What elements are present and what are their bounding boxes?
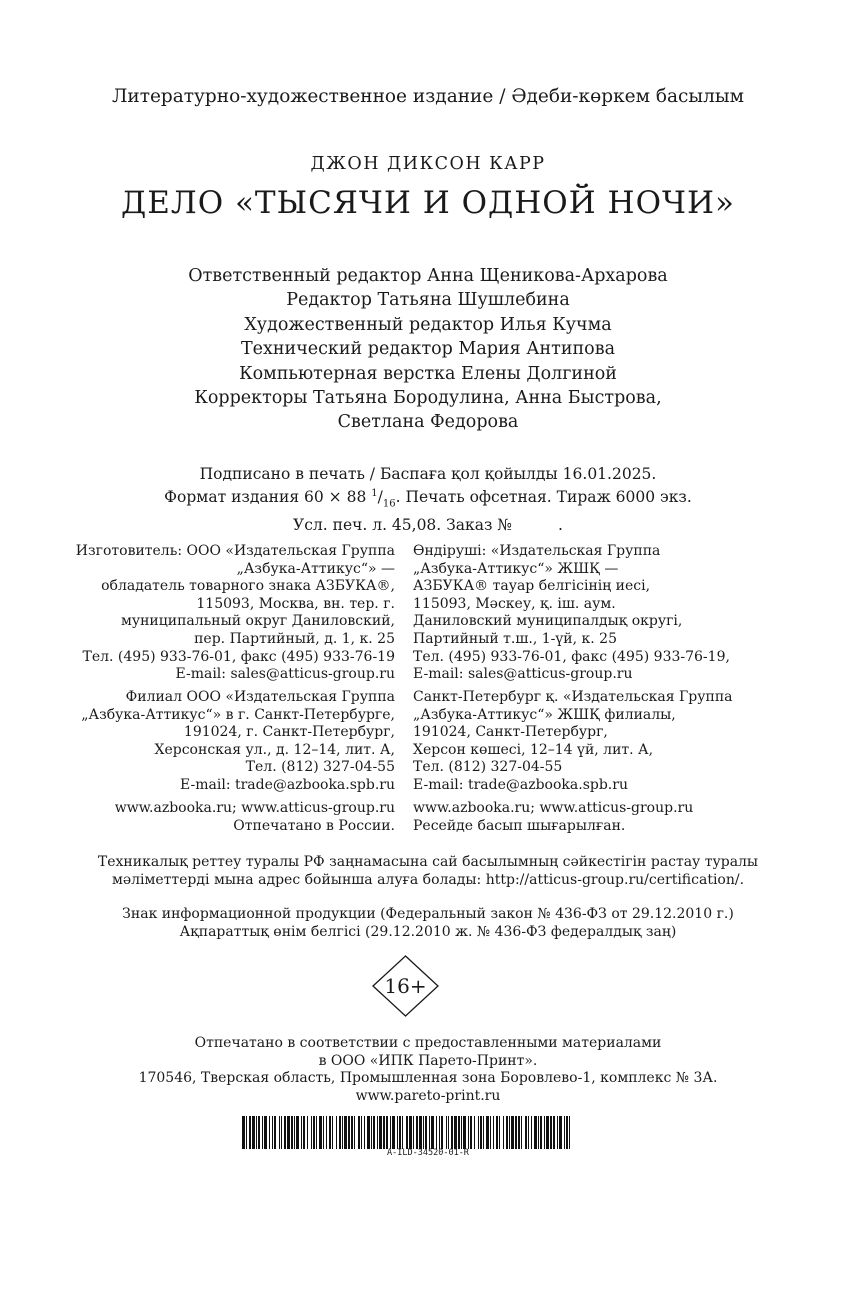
- barcode-bar: [413, 1116, 414, 1149]
- barcode-bar: [281, 1116, 282, 1149]
- barcode-bar: [496, 1116, 498, 1149]
- branch-kz-line: 191024, Санкт-Петербург,: [413, 724, 608, 741]
- printer-line: 170546, Тверская область, Промышленная зона Боровлево-1, комплекс № 3А.: [138, 1070, 718, 1087]
- barcode-bar: [262, 1116, 263, 1149]
- branch-ru-line: Херсонская ул., д. 12–14, лит. А,: [154, 741, 395, 758]
- format-line: [0, 484, 856, 514]
- manufacturer-ru-line: пер. Партийный, д. 1, к. 25: [194, 630, 395, 647]
- barcode-bar: [511, 1116, 514, 1149]
- staff-line: Компьютерная верстка Елены Долгиной: [239, 363, 617, 384]
- barcode-bar: [303, 1116, 305, 1149]
- branch-ru-line: 191024, г. Санкт-Петербург,: [183, 724, 395, 741]
- branch-ru-line: Тел. (812) 327-04-55: [245, 759, 395, 776]
- barcode-bar: [509, 1116, 510, 1149]
- barcode-bar: [470, 1116, 472, 1149]
- format-prefix: Формат издания 60 × 88: [164, 488, 372, 507]
- barcode-bar: [377, 1116, 378, 1149]
- manufacturer-ru-line: Тел. (495) 933-76-01, факс (495) 933-76-19: [82, 648, 395, 665]
- barcode-bar: [550, 1116, 552, 1149]
- barcode-bar: [351, 1116, 353, 1149]
- barcode-bar: [246, 1116, 247, 1149]
- barcode-bar: [326, 1116, 327, 1149]
- barcode-bar: [367, 1116, 370, 1149]
- barcode-bar: [272, 1116, 273, 1149]
- barcode-bar: [358, 1116, 360, 1149]
- barcode-bar: [383, 1116, 385, 1149]
- barcode-bar: [379, 1116, 382, 1149]
- barcode-bar: [569, 1116, 570, 1149]
- staff-line: Художественный редактор Илья Кучма: [244, 314, 612, 335]
- barcode-bar: [291, 1116, 293, 1149]
- manufacturer-ru-line: „Азбука-Аттикус“» —: [236, 560, 395, 577]
- barcode-bar: [354, 1116, 355, 1149]
- barcode-bar: [274, 1116, 276, 1149]
- format-denominator: 16: [382, 498, 396, 510]
- format-slash: /: [377, 488, 383, 507]
- manufacturer-ru-line: обладатель товарного знака АЗБУКА®,: [101, 578, 395, 595]
- barcode-bar: [279, 1116, 280, 1149]
- web-kz-line: www.azbooka.ru; www.atticus-group.ru: [413, 800, 694, 816]
- manufacturer-kz-line: Тел. (495) 933-76-01, факс (495) 933-76-19,: [413, 648, 730, 665]
- barcode-bar: [566, 1116, 568, 1149]
- barcode-bar: [406, 1116, 408, 1149]
- barcode-bar: [269, 1116, 270, 1149]
- barcode-bar: [301, 1116, 302, 1149]
- barcode-bar: [429, 1116, 430, 1149]
- barcode-bar: [323, 1116, 324, 1149]
- barcode-bar: [284, 1116, 286, 1149]
- barcode-bar: [390, 1116, 391, 1149]
- barcode-bar: [348, 1116, 350, 1149]
- barcode-bar: [518, 1116, 520, 1149]
- barcode-bar: [448, 1116, 449, 1149]
- barcode-bar: [439, 1116, 440, 1149]
- barcode-bar: [478, 1116, 479, 1149]
- barcode-bar: [463, 1116, 466, 1149]
- barcode-bar: [540, 1116, 542, 1149]
- genre-line: Литературно-художественное издание / Әдеби-көркем басылым: [111, 86, 745, 107]
- manufacturer-kz-line: Даниловский муниципалдық округі,: [413, 613, 683, 630]
- barcode-bar: [431, 1116, 434, 1149]
- barcode-bar: [252, 1116, 255, 1149]
- barcode-bar: [364, 1116, 365, 1149]
- barcode-bar: [483, 1116, 484, 1149]
- barcode-bar: [553, 1116, 555, 1149]
- manufacturer-kz-line: 115093, Мәскеу, қ. іш. аум.: [413, 595, 616, 612]
- barcode-bar: [242, 1116, 245, 1149]
- barcode-bar: [474, 1116, 475, 1149]
- barcode-bar: [468, 1116, 469, 1149]
- barcode-bar: [515, 1116, 517, 1149]
- barcode-bar: [329, 1116, 331, 1149]
- manufacturer-kz-line: Партийный т.ш., 1-үй, к. 25: [413, 630, 617, 647]
- barcode-bar: [506, 1116, 508, 1149]
- web-kz-line: Ресейде басып шығарылған.: [413, 817, 626, 834]
- sheets-text: Усл. печ. л. 45,08. Заказ №: [293, 515, 513, 534]
- branch-ru: [81, 689, 395, 795]
- barcode-bar: [311, 1116, 312, 1149]
- barcode-bar: [319, 1116, 322, 1149]
- printer-line: в ООО «ИПК Парето-Принт».: [318, 1052, 538, 1069]
- manufacturer-kz-line: Өндіруші: «Издательская Группа: [413, 543, 661, 559]
- barcode-bar: [425, 1116, 427, 1149]
- barcode-bar: [564, 1116, 565, 1149]
- barcode-bar: [544, 1116, 545, 1149]
- barcode-bar: [336, 1116, 337, 1149]
- manufacturer-kz: [413, 543, 730, 684]
- barcode-bar: [528, 1116, 529, 1149]
- manufacturer-ru: [76, 543, 395, 684]
- manufacturer-ru-line: муниципальный округ Даниловский,: [120, 613, 395, 630]
- manufacturer-ru-line: Изготовитель: ООО «Издательская Группа: [75, 543, 395, 559]
- barcode-bar: [546, 1116, 549, 1149]
- manufacturer-ru-line: E-mail: sales@atticus-group.ru: [175, 666, 395, 683]
- barcode-bar: [371, 1116, 372, 1149]
- signed-date: Подписано в печать / Баспаға қол қойылды 16.01.2025.: [199, 465, 657, 483]
- printer-line: www.pareto-print.ru: [355, 1087, 501, 1104]
- branch-kz-line: „Азбука-Аттикус“» ЖШҚ филиалы,: [413, 706, 676, 723]
- barcode-bar: [409, 1116, 412, 1149]
- barcode-bar: [521, 1116, 522, 1149]
- web-kz: [413, 800, 693, 835]
- barcode-bar: [486, 1116, 489, 1149]
- barcode-bar: [499, 1116, 500, 1149]
- staff-line: Ответственный редактор Анна Щеникова-Архарова: [188, 266, 668, 286]
- barcode-bar: [446, 1116, 447, 1149]
- printer-line: Отпечатано в соответствии с предоставленными материалами: [194, 1035, 662, 1051]
- staff-line: Светлана Федорова: [337, 412, 519, 433]
- barcode-bar: [416, 1116, 418, 1149]
- barcode-bar: [392, 1116, 395, 1149]
- barcode-bar: [256, 1116, 257, 1149]
- barcode-bar: [534, 1116, 537, 1149]
- barcode-bar: [402, 1116, 403, 1149]
- barcode-bar: [313, 1116, 315, 1149]
- barcode-bar: [361, 1116, 362, 1149]
- barcode-bar: [503, 1116, 504, 1149]
- sheets-line: [0, 515, 856, 535]
- barcode-bar: [386, 1116, 388, 1149]
- barcode-bar: [451, 1116, 453, 1149]
- barcode-bar: [559, 1116, 562, 1149]
- barcode-bar: [316, 1116, 317, 1149]
- staff-line: Редактор Татьяна Шушлебина: [286, 290, 570, 311]
- branch-kz-line: E-mail: trade@azbooka.spb.ru: [413, 776, 628, 793]
- printer-info: [0, 1035, 856, 1105]
- manufacturer-kz-line: „Азбука-Аттикус“» ЖШҚ —: [413, 560, 619, 577]
- web-ru: [115, 800, 395, 835]
- barcode-bar: [525, 1116, 527, 1149]
- barcode-bar: [264, 1116, 267, 1149]
- barcode-bar: [557, 1116, 558, 1149]
- barcode-bar: [458, 1116, 460, 1149]
- barcode-bar: [490, 1116, 491, 1149]
- info-product-sign: [0, 906, 856, 941]
- barcode-bar: [249, 1116, 251, 1149]
- branch-kz: [413, 689, 733, 795]
- tech-regulation-line: Техникалық реттеу туралы РФ заңнамасына сай басылымның сәйкестігін растау туралы: [97, 854, 759, 870]
- barcode-bar: [493, 1116, 494, 1149]
- barcode-bar: [419, 1116, 422, 1149]
- branch-kz-line: Санкт-Петербург қ. «Издательская Группа: [413, 689, 733, 705]
- branch-ru-line: E-mail: trade@azbooka.spb.ru: [180, 776, 395, 793]
- info-sign-line: Ақпараттық өнім белгісі (29.12.2010 ж. № 436-ФЗ федералдық заң): [179, 923, 677, 940]
- manufacturer-kz-line: АЗБУКА® тауар белгісінің иесі,: [413, 578, 651, 595]
- barcode-bar: [538, 1116, 539, 1149]
- barcode-bar: [397, 1116, 398, 1149]
- barcode-bar: [436, 1116, 437, 1149]
- barcode-bar: [531, 1116, 532, 1149]
- barcode-bar: [480, 1116, 482, 1149]
- sheets-end: .: [558, 515, 563, 534]
- barcode-bar: [258, 1116, 260, 1149]
- barcode-bar: [344, 1116, 347, 1149]
- barcode-image: [242, 1116, 570, 1149]
- barcode-bar: [342, 1116, 343, 1149]
- author-name: ДЖОН ДИКСОН КАРР: [310, 154, 546, 174]
- barcode-bar: [332, 1116, 333, 1149]
- barcode-bar: [461, 1116, 462, 1149]
- manufacturer-kz-line: E-mail: sales@atticus-group.ru: [413, 666, 633, 683]
- book-title: ДЕЛО «ТЫСЯЧИ И ОДНОЙ НОЧИ»: [121, 185, 735, 221]
- barcode-bar: [423, 1116, 424, 1149]
- print-details: [0, 464, 856, 535]
- barcode-label: A-ILD-34520-01-R: [387, 1148, 469, 1158]
- branch-ru-line: Филиал ООО «Издательская Группа: [125, 689, 395, 705]
- manufacturer-ru-line: 115093, Москва, вн. тер. г.: [196, 595, 395, 612]
- branch-kz-line: Херсон көшесі, 12–14 үй, лит. А,: [413, 741, 654, 758]
- format-suffix: . Печать офсетная. Тираж 6000 экз.: [395, 488, 692, 507]
- barcode-bar: [287, 1116, 290, 1149]
- barcode-bar: [454, 1116, 457, 1149]
- staff-line: Корректоры Татьяна Бородулина, Анна Быстрова,: [194, 388, 662, 409]
- tech-regulation-line: мәліметтерді мына адрес бойынша алуға болады: http://atticus-group.ru/certification/.: [111, 871, 745, 888]
- barcode-bar: [399, 1116, 401, 1149]
- web-ru-line: www.azbooka.ru; www.atticus-group.ru: [114, 800, 395, 816]
- barcode-bar: [373, 1116, 375, 1149]
- barcode-bar: [307, 1116, 308, 1149]
- staff-line: Технический редактор Мария Антипова: [240, 339, 616, 360]
- branch-kz-line: Тел. (812) 327-04-55: [413, 759, 563, 776]
- barcode-bar: [339, 1116, 341, 1149]
- age-rating-badge: [372, 955, 439, 1017]
- age-rating: 16+: [384, 974, 427, 998]
- branch-ru-line: „Азбука-Аттикус“» в г. Санкт-Петербурге,: [81, 706, 395, 723]
- editorial-staff: [0, 264, 856, 435]
- barcode-bar: [296, 1116, 299, 1149]
- barcode-bar: [441, 1116, 443, 1149]
- format-numerator: 1: [371, 488, 378, 500]
- web-ru-line: Отпечатано в России.: [233, 817, 395, 834]
- tech-regulation: [0, 854, 856, 889]
- info-sign-line: Знак информационной продукции (Федеральный закон № 436-ФЗ от 29.12.2010 г.): [122, 906, 734, 922]
- barcode-bar: [294, 1116, 295, 1149]
